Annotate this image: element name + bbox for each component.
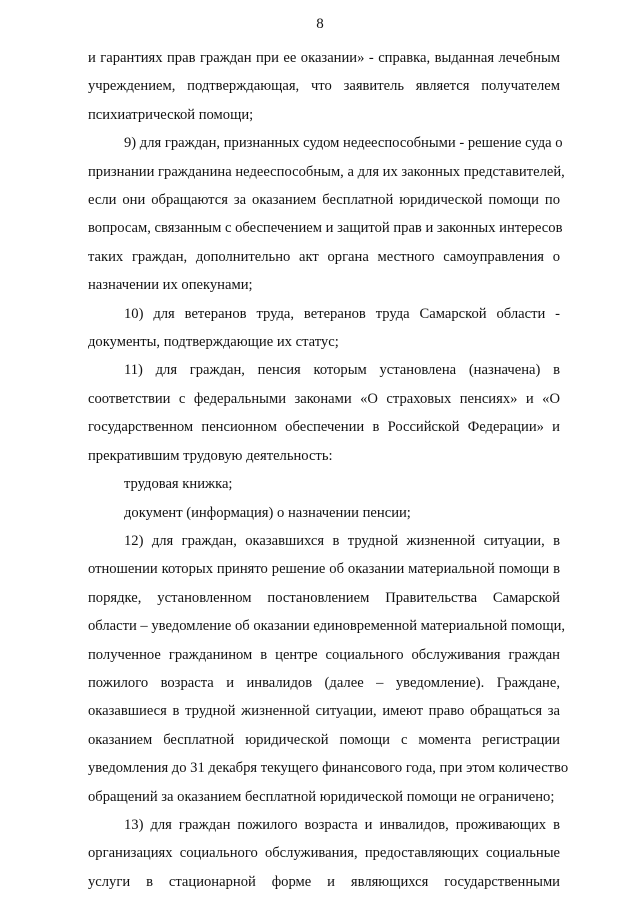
text-line: оказанием бесплатной юридической помощи с момента регистрации [88, 731, 560, 748]
text-line: 9) для граждан, признанных судом недееспособными - решение суда о [124, 135, 563, 152]
text-line: государственном пенсионном обеспечении в Российской Федерации» и [88, 419, 560, 436]
text-line: прекратившим трудовую деятельность: [88, 447, 333, 464]
text-line: области – уведомление об оказании единовременной материальной помощи, [88, 618, 566, 635]
text-line: трудовая книжка; [124, 476, 233, 493]
text-line: соответствии с федеральными законами «О страховых пенсиях» и «О [88, 390, 560, 407]
text-line: услуги в стационарной форме и являющихся государственными [88, 873, 560, 890]
text-line: 13) для граждан пожилого возраста и инвалидов, проживающих в [124, 816, 560, 833]
text-line: 12) для граждан, оказавшихся в трудной жизненной ситуации, в [124, 532, 560, 549]
text-line: признании гражданина недееспособным, а для их законных представителей, [88, 163, 565, 180]
text-line: вопросам, связанным с обеспечением и защитой прав и законных интересов [88, 220, 563, 237]
text-line: документ (информация) о назначении пенсии; [124, 504, 411, 521]
text-line: оказавшиеся в трудной жизненной ситуации, имеют право обращаться за [88, 703, 560, 720]
text-line: документы, подтверждающие их статус; [88, 334, 339, 351]
page-number: 8 [316, 16, 324, 32]
text-line: назначении их опекунами; [88, 277, 253, 294]
text-line: 10) для ветеранов труда, ветеранов труда Самарской области - [124, 305, 560, 322]
text-line: порядке, установленном постановлением Правительства Самарской [88, 589, 560, 606]
text-line: и гарантиях прав граждан при ее оказании» - справка, выданная лечебным [88, 50, 560, 66]
text-line: полученное гражданином в центре социального обслуживания граждан [88, 646, 560, 663]
text-line: уведомления до 31 декабря текущего финансового года, при этом количество [88, 760, 569, 777]
text-line: обращений за оказанием бесплатной юридической помощи не ограничено; [88, 788, 555, 805]
text-line: отношении которых принято решение об оказании материальной помощи в [88, 561, 560, 578]
text-line: пожилого возраста и инвалидов (далее – уведомление). Граждане, [88, 674, 560, 691]
text-line: психиатрической помощи; [88, 106, 254, 123]
document-body [88, 44, 569, 896]
text-line: 11) для граждан, пенсия которым установлена (назначена) в [124, 362, 560, 379]
text-line: организациях социального обслуживания, предоставляющих социальные [88, 845, 560, 862]
text-line: таких граждан, дополнительно акт органа местного самоуправления о [88, 248, 560, 265]
text-line: если они обращаются за оказанием бесплатной юридической помощи по [88, 192, 560, 209]
text-line: учреждением, подтверждающая, что заявитель является получателем [88, 78, 560, 95]
